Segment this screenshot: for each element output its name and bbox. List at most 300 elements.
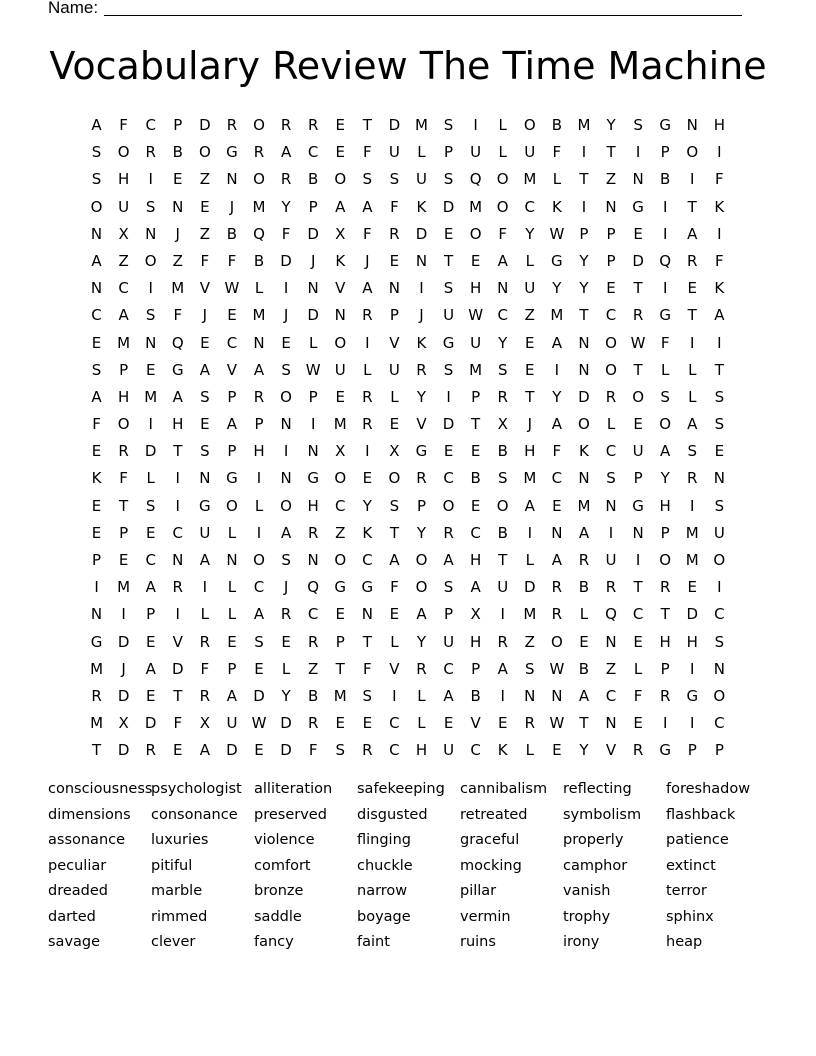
grid-letter: O (605, 360, 617, 379)
grid-letter: A (172, 387, 183, 406)
grid-letter: J (175, 224, 180, 243)
grid-letter: C (145, 116, 156, 134)
grid-row (83, 330, 733, 357)
grid-letter: P (471, 387, 481, 406)
grid-letter: B (660, 170, 671, 189)
grid-letter: T (606, 143, 616, 162)
grid-letter: A (551, 333, 562, 352)
grid-letter: Q (469, 170, 482, 189)
grid-letter: H (253, 442, 265, 461)
grid-letter: N (145, 333, 157, 352)
grid-letter: O (659, 415, 672, 434)
grid-letter: N (280, 415, 292, 434)
grid-letter: Y (579, 251, 589, 270)
word-list-item: rimmed (151, 908, 208, 925)
grid-letter: O (226, 496, 238, 515)
grid-letter: S (145, 306, 156, 325)
grid-letter: L (688, 360, 697, 379)
grid-letter: O (144, 251, 157, 270)
word-list-item: psychologist (151, 781, 242, 797)
grid-letter: E (633, 632, 643, 651)
grid-letter: N (632, 170, 644, 189)
word-list-item: preserved (254, 806, 327, 823)
grid-letter: E (443, 714, 454, 733)
grid-letter: O (415, 578, 428, 597)
grid-letter: M (144, 387, 158, 406)
grid-letter: Z (524, 632, 535, 651)
grid-letter: C (145, 551, 156, 569)
grid-letter: U (713, 523, 725, 542)
grid-letter: C (470, 741, 481, 760)
word-list-item: alliteration (254, 781, 333, 797)
grid-letter: X (335, 442, 346, 461)
grid-letter: C (226, 333, 238, 352)
grid-letter: R (307, 632, 319, 651)
grid-row (83, 656, 733, 683)
grid-letter: M (550, 306, 564, 325)
grid-letter: I (527, 523, 532, 542)
grid-letter: P (660, 143, 670, 162)
grid-letter: G (199, 496, 211, 515)
grid-letter: R (362, 741, 373, 760)
grid-letter: Z (172, 251, 183, 270)
grid-letter: L (688, 387, 697, 406)
grid-letter: N (605, 496, 617, 515)
grid-letter: Q (307, 578, 320, 597)
grid-letter: V (389, 333, 400, 352)
grid-letter: I (581, 197, 587, 216)
grid-letter: D (442, 415, 455, 434)
grid-letter: Q (659, 251, 672, 270)
grid-letter: H (117, 170, 130, 189)
grid-letter: E (633, 714, 643, 733)
grid-letter: C (551, 469, 563, 488)
word-list-item: disgusted (357, 806, 428, 823)
grid-letter: E (173, 741, 183, 760)
grid-letter: O (415, 551, 428, 569)
grid-letter: N (415, 251, 428, 270)
grid-row (83, 683, 733, 710)
grid-letter: D (442, 197, 455, 216)
word-list (48, 777, 768, 956)
grid-letter: E (145, 686, 156, 705)
grid-letter: S (633, 116, 643, 134)
grid-letter: S (443, 578, 454, 597)
grid-letter: O (334, 333, 347, 352)
grid-letter: J (283, 306, 289, 325)
grid-letter: F (227, 251, 237, 270)
grid-letter: R (199, 686, 211, 705)
grid-letter: S (91, 360, 102, 379)
grid-letter: R (280, 116, 292, 134)
grid-letter: C (714, 605, 725, 624)
grid-letter: S (660, 387, 670, 406)
grid-letter: F (173, 714, 183, 733)
grid-letter: G (226, 469, 238, 488)
grid-letter: Z (605, 659, 617, 678)
grid-letter: D (199, 116, 211, 134)
grid-letter: N (334, 306, 346, 325)
grid-letter: G (551, 251, 563, 270)
grid-letter: I (690, 714, 695, 733)
grid-letter: B (253, 251, 265, 270)
word-list-item: flashback (666, 806, 736, 823)
grid-letter: Q (605, 605, 617, 624)
grid-letter: C (714, 714, 725, 733)
grid-letter: D (524, 578, 536, 597)
grid-letter: P (146, 605, 156, 624)
word-list-item: pitiful (151, 857, 193, 874)
grid-letter: D (280, 251, 292, 270)
grid-letter: N (497, 279, 509, 298)
name-field (48, 0, 742, 19)
grid-letter: T (525, 387, 535, 406)
grid-letter: R (687, 469, 698, 488)
grid-letter: F (552, 143, 562, 162)
grid-letter: M (333, 686, 347, 705)
grid-letter: A (687, 224, 698, 243)
grid-row (83, 601, 733, 628)
grid-row (83, 547, 733, 574)
grid-letter: F (633, 686, 643, 705)
grid-letter: I (662, 714, 668, 733)
grid-letter: I (202, 578, 208, 597)
grid-letter: N (280, 469, 292, 488)
grid-letter: R (416, 360, 427, 379)
grid-letter: C (307, 605, 319, 624)
grid-letter: I (690, 659, 695, 678)
grid-letter: S (525, 659, 535, 678)
grid-letter: H (659, 632, 671, 651)
grid-letter: T (119, 496, 129, 515)
grid-letter: F (498, 224, 508, 243)
grid-letter: I (500, 686, 505, 705)
grid-row (83, 493, 733, 520)
grid-letter: E (335, 116, 345, 134)
grid-letter: Z (308, 659, 319, 678)
grid-letter: R (253, 387, 265, 406)
grid-letter: I (690, 496, 695, 515)
grid-letter: A (280, 523, 292, 542)
grid-letter: G (171, 360, 184, 379)
grid-letter: N (90, 224, 103, 243)
word-list-item: reflecting (563, 781, 632, 797)
grid-letter: I (175, 469, 180, 488)
grid-letter: N (686, 116, 698, 134)
grid-letter: O (659, 551, 672, 569)
grid-letter: E (91, 333, 102, 352)
grid-letter: S (714, 496, 725, 515)
grid-letter: M (252, 306, 266, 325)
grid-row (83, 438, 733, 465)
grid-letter: Z (199, 224, 210, 243)
grid-letter: P (444, 143, 454, 162)
grid-letter: R (307, 714, 319, 733)
grid-letter: H (117, 387, 130, 406)
grid-row (83, 275, 733, 302)
grid-letter: K (714, 197, 725, 216)
grid-letter: H (415, 741, 428, 760)
grid-letter: B (308, 686, 319, 705)
grid-letter: K (551, 197, 562, 216)
grid-letter: H (659, 496, 671, 515)
grid-letter: S (497, 469, 508, 488)
grid-letter: Z (524, 306, 535, 325)
grid-letter: O (253, 170, 265, 189)
grid-letter: I (635, 551, 641, 569)
grid-letter: O (334, 469, 347, 488)
word-list-item: consciousness (48, 781, 153, 797)
grid-letter: T (633, 578, 643, 597)
word-list-item: ruins (460, 934, 496, 950)
grid-letter: C (307, 143, 319, 162)
grid-letter: K (714, 279, 725, 298)
grid-letter: Y (362, 496, 372, 515)
grid-letter: O (496, 170, 509, 189)
grid-letter: P (173, 116, 183, 134)
grid-letter: D (307, 306, 319, 325)
grid-letter: X (118, 224, 129, 243)
grid-letter: U (388, 143, 400, 162)
grid-letter: E (335, 387, 345, 406)
grid-letter: O (334, 170, 347, 189)
grid-letter: S (200, 442, 210, 461)
grid-letter: M (117, 578, 131, 597)
grid-letter: U (226, 714, 238, 733)
grid-letter: Y (281, 686, 291, 705)
grid-letter: J (202, 306, 208, 325)
word-list-item: properly (563, 832, 624, 848)
grid-letter: L (146, 469, 155, 488)
grid-letter: T (687, 197, 697, 216)
grid-letter: O (713, 551, 726, 569)
grid-letter: Z (199, 170, 210, 189)
grid-letter: T (633, 360, 643, 379)
grid-letter: U (334, 360, 346, 379)
grid-letter: E (552, 741, 562, 760)
word-list-item: dimensions (48, 806, 131, 823)
word-list-item: darted (48, 908, 96, 925)
grid-letter: E (552, 496, 562, 515)
grid-letter: A (362, 197, 373, 216)
grid-letter: V (172, 632, 183, 651)
grid-letter: I (717, 224, 722, 243)
grid-letter: F (363, 143, 372, 162)
grid-letter: M (523, 605, 537, 624)
grid-letter: J (419, 306, 424, 325)
grid-letter: O (280, 496, 292, 515)
grid-letter: T (687, 306, 697, 325)
grid-letter: E (714, 442, 725, 461)
grid-letter: P (606, 251, 616, 270)
grid-letter: E (362, 469, 373, 488)
grid-letter: L (417, 143, 426, 162)
grid-row (83, 574, 733, 601)
grid-letter: X (470, 605, 481, 624)
grid-letter: A (335, 197, 346, 216)
grid-letter: D (226, 741, 238, 760)
grid-letter: L (227, 578, 237, 597)
grid-letter: T (579, 170, 589, 189)
grid-letter: S (443, 360, 454, 379)
grid-letter: A (91, 116, 102, 134)
grid-letter: I (256, 523, 262, 542)
grid-letter: E (281, 333, 291, 352)
grid-letter: N (199, 469, 211, 488)
word-list-item: saddle (254, 908, 302, 925)
grid-letter: D (415, 224, 428, 243)
word-list-item: vanish (563, 883, 611, 899)
grid-letter: N (307, 279, 319, 298)
grid-letter: P (687, 741, 697, 760)
grid-letter: S (443, 279, 454, 298)
grid-letter: I (94, 578, 99, 597)
grid-letter: F (363, 224, 372, 243)
grid-letter: A (145, 659, 156, 678)
grid-letter: N (578, 469, 590, 488)
word-list-item: pillar (460, 883, 497, 899)
grid-letter: G (361, 578, 374, 597)
grid-letter: V (199, 279, 210, 298)
word-list-item: dreaded (48, 883, 108, 899)
grid-letter: G (415, 442, 428, 461)
grid-letter: A (524, 496, 535, 515)
grid-letter: P (119, 360, 129, 379)
grid-letter: O (496, 197, 509, 216)
grid-letter: R (172, 578, 183, 597)
grid-letter: R (443, 523, 454, 542)
grid-letter: L (254, 496, 264, 515)
grid-letter: T (443, 251, 454, 270)
grid-letter: R (416, 659, 427, 678)
grid-letter: I (148, 415, 153, 434)
grid-letter: I (365, 442, 370, 461)
grid-letter: M (469, 360, 483, 379)
grid-letter: G (659, 741, 671, 760)
grid-letter: L (498, 116, 507, 134)
grid-letter: O (686, 143, 699, 162)
grid-letter: A (497, 251, 508, 270)
grid-letter: T (389, 523, 399, 542)
grid-letter: N (605, 714, 617, 733)
grid-letter: H (172, 415, 184, 434)
grid-letter: I (148, 279, 153, 298)
word-list-item: vermin (460, 908, 511, 925)
grid-row (83, 221, 733, 248)
word-list-item: bronze (254, 883, 304, 899)
grid-letter: B (470, 469, 481, 488)
grid-letter: U (118, 197, 130, 216)
grid-row (83, 465, 733, 492)
grid-letter: L (579, 605, 589, 624)
grid-letter: T (579, 306, 589, 325)
grid-letter: R (659, 578, 671, 597)
grid-letter: J (121, 659, 126, 678)
grid-letter: N (253, 333, 265, 352)
grid-letter: W (549, 714, 565, 733)
grid-letter: M (523, 170, 537, 189)
grid-letter: A (118, 306, 129, 325)
grid-letter: U (199, 523, 211, 542)
grid-letter: E (470, 251, 481, 270)
grid-letter: E (173, 170, 183, 189)
grid-letter: C (389, 714, 400, 733)
grid-letter: P (389, 306, 399, 325)
grid-letter: Y (660, 469, 670, 488)
grid-letter: A (253, 360, 265, 379)
grid-letter: T (633, 279, 643, 298)
grid-letter: E (606, 279, 616, 298)
grid-letter: G (334, 578, 347, 597)
grid-letter: A (714, 306, 725, 325)
grid-letter: U (524, 143, 536, 162)
grid-letter: V (335, 279, 346, 298)
grid-letter: Q (171, 333, 184, 352)
grid-letter: F (715, 170, 724, 189)
grid-letter: O (253, 551, 265, 569)
grid-letter: Y (525, 224, 535, 243)
grid-letter: E (525, 360, 535, 379)
grid-letter: R (687, 251, 698, 270)
grid-letter: I (310, 415, 316, 434)
grid-letter: S (362, 686, 373, 705)
grid-letter: A (416, 605, 427, 624)
grid-letter: M (333, 415, 347, 434)
grid-row (83, 166, 733, 193)
grid-letter: T (660, 605, 670, 624)
grid-letter: N (632, 523, 644, 542)
grid-row (83, 411, 733, 438)
grid-letter: S (281, 551, 291, 569)
grid-letter: N (388, 279, 401, 298)
grid-letter: P (579, 224, 589, 243)
grid-letter: Y (579, 279, 589, 298)
grid-letter: E (91, 523, 102, 542)
grid-letter: P (444, 605, 454, 624)
grid-letter: W (305, 360, 321, 379)
grid-letter: B (172, 143, 183, 162)
grid-letter: E (91, 496, 102, 515)
grid-letter: R (362, 387, 373, 406)
grid-letter: T (335, 659, 345, 678)
word-list-item: heap (666, 934, 703, 950)
grid-letter: E (362, 714, 373, 733)
grid-letter: R (362, 306, 373, 325)
grid-letter: I (446, 387, 451, 406)
word-list-item: faint (357, 934, 390, 950)
grid-letter: I (690, 170, 695, 189)
grid-letter: L (525, 741, 534, 760)
grid-letter: S (443, 170, 454, 189)
grid-letter: Y (281, 197, 291, 216)
grid-letter: E (118, 551, 129, 569)
grid-letter: E (335, 605, 345, 624)
grid-letter: C (497, 306, 508, 325)
grid-letter: L (525, 251, 534, 270)
grid-letter: B (470, 686, 481, 705)
word-list-item: camphor (563, 857, 628, 874)
grid-letter: S (443, 116, 454, 134)
grid-letter: R (91, 686, 102, 705)
word-list-item: clever (151, 934, 196, 950)
grid-letter: P (308, 387, 318, 406)
grid-letter: S (362, 170, 373, 189)
grid-letter: L (308, 333, 318, 352)
grid-letter: S (145, 496, 156, 515)
word-list-item: assonance (48, 832, 126, 848)
grid-letter: K (335, 251, 346, 270)
grid-letter: E (525, 333, 535, 352)
